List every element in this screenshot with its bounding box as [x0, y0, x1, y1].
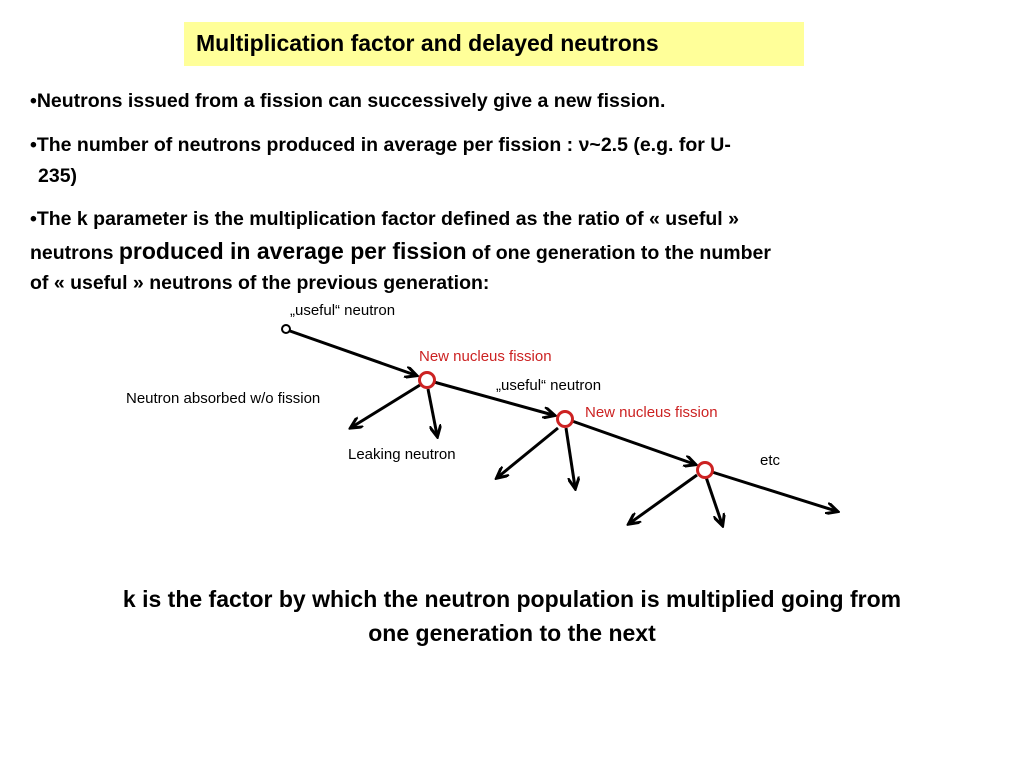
useful-neutron-label-1: „useful“ neutron: [290, 302, 396, 319]
branch-arrow-2b: [566, 428, 575, 487]
fission-node-2: [558, 412, 573, 427]
bullet-2-continuation: 235): [38, 165, 78, 187]
new-fission-label-1: New nucleus fission: [419, 348, 552, 365]
useful-neutron-arrow-1: [290, 331, 415, 375]
bullet-3-line-2-c: of one generation to the number: [466, 242, 771, 264]
source-neutron-dot: [282, 325, 290, 333]
bullet-3-line-1: •The k parameter is the multiplication factor defined as the ratio of « useful »: [30, 208, 739, 230]
fission-node-3: [698, 463, 713, 478]
bullet-3-line-2-a: neutrons: [30, 242, 119, 264]
etc-arrow: [712, 472, 836, 511]
nu-symbol: ν~: [578, 134, 601, 156]
bullet-1: •Neutrons issued from a fission can successively give a new fission.: [30, 90, 666, 112]
useful-neutron-label-2: „useful“ neutron: [496, 377, 602, 394]
branch-arrow-3b: [706, 477, 722, 524]
bullet-2-suffix: 2.5 (e.g. for U-: [600, 134, 731, 156]
leaking-neutron-arrow: [428, 389, 437, 435]
branch-arrow-3a: [630, 475, 697, 523]
conclusion-line-1: k is the factor by which the neutron population is multiplied going from: [122, 586, 902, 612]
new-fission-label-2: New nucleus fission: [585, 404, 718, 421]
bullet-3-emphasis: produced in average per fission: [118, 238, 467, 264]
absorbed-neutron-label: Neutron absorbed w/o fission: [126, 390, 321, 407]
bullet-3-line-3: of « useful » neutrons of the previous generation:: [30, 272, 490, 294]
absorbed-neutron-arrow: [352, 385, 420, 427]
bullet-2-prefix: •The number of neutrons produced in average per fission :: [30, 134, 579, 156]
fission-node-1: [420, 373, 435, 388]
branch-arrow-2a: [498, 428, 558, 477]
useful-neutron-arrow-3: [572, 421, 694, 464]
etc-label: etc: [760, 452, 781, 469]
leaking-neutron-label: Leaking neutron: [348, 446, 456, 463]
conclusion-line-2: one generation to the next: [368, 620, 656, 646]
slide-title: Multiplication factor and delayed neutrons: [196, 30, 659, 56]
